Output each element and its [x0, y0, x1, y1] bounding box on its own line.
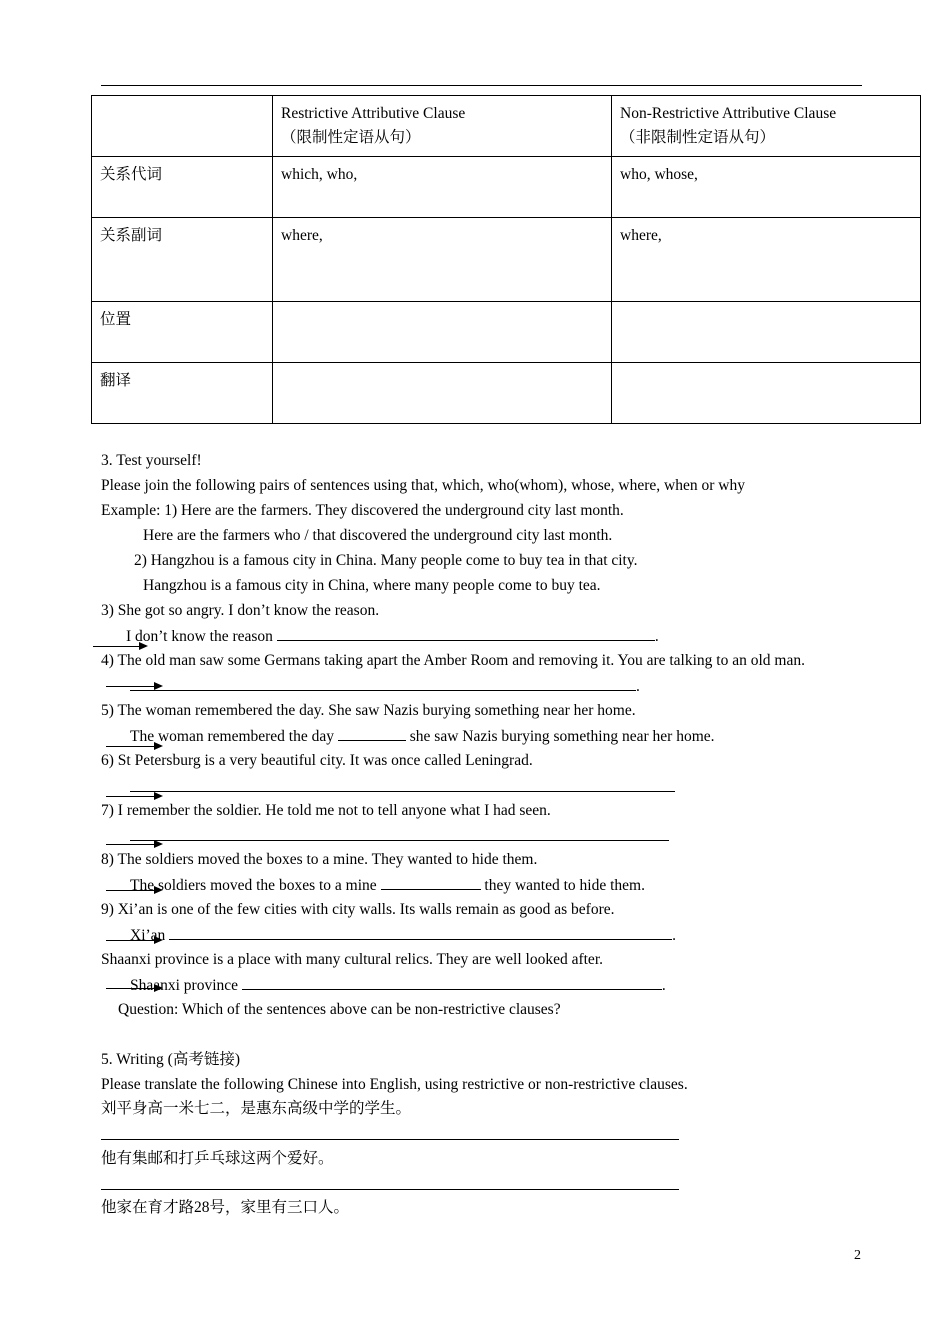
arrow-icon	[106, 796, 161, 797]
answer-blank[interactable]	[381, 875, 481, 890]
non-restrictive-header-cell	[612, 96, 921, 157]
q3-prompt: I don’t know the reason	[126, 628, 273, 645]
answer-blank[interactable]	[101, 1189, 679, 1190]
example-2-answer: Hangzhou is a famous city in China, where many people come to buy tea.	[143, 577, 601, 594]
period: .	[654, 628, 659, 645]
restrictive-cell: which, who,	[273, 157, 612, 218]
question-10: Shaanxi province is a place with many cultural relics. They are well looked after.	[101, 951, 603, 968]
q5-prompt-a: The woman remembered the day	[130, 728, 334, 745]
table-header-row	[92, 96, 921, 157]
non-restrictive-header-en: Non-Restrictive Attributive Clause	[620, 105, 837, 122]
q10-prompt: Shaanxi province	[130, 977, 239, 994]
answer-blank[interactable]	[277, 626, 655, 641]
example-1-answer: Here are the farmers who / that discovered the underground city last month.	[143, 527, 613, 544]
answer-blank[interactable]	[242, 975, 662, 990]
question-4-answer-line	[130, 676, 640, 697]
answer-blank[interactable]	[130, 676, 636, 691]
clause-comparison-table	[91, 95, 921, 424]
q8-prompt-b: they wanted to hide them.	[484, 877, 645, 894]
section3-instruction: Please join the following pairs of sentences using that, which, who(whom), whose, where, when or why	[101, 477, 745, 494]
section5-title: 5. Writing (高考链接)	[101, 1051, 241, 1068]
translation-sentence: 刘平身高一米七二，是惠东高级中学的学生。	[101, 1100, 412, 1117]
restrictive-cell: where,	[273, 218, 612, 302]
section5-instruction: Please translate the following Chinese into English, using restrictive or non-restrictive clauses.	[101, 1076, 688, 1093]
non-restrictive-cell	[612, 363, 921, 424]
period: .	[636, 678, 640, 695]
translation-sentence: 他家在育才路28号，家里有三口人。	[101, 1199, 350, 1216]
period: .	[661, 977, 666, 994]
section3-title: 3. Test yourself!	[101, 452, 202, 469]
question-5-answer-line	[130, 726, 715, 747]
translation-sentence: 他有集邮和打乒乓球这两个爱好。	[101, 1150, 334, 1167]
non-restrictive-cell: where,	[612, 218, 921, 302]
restrictive-cell	[273, 302, 612, 363]
row-label: 关系代词	[92, 157, 273, 218]
non-restrictive-cell	[612, 302, 921, 363]
answer-blank[interactable]	[130, 791, 675, 792]
answer-blank[interactable]	[169, 925, 672, 940]
q5-prompt-b: she saw Nazis burying something near her home.	[409, 728, 715, 745]
answer-blank[interactable]	[101, 1139, 679, 1140]
period: .	[672, 927, 677, 944]
q9-prompt: Xi’an	[130, 927, 166, 944]
non-restrictive-header-cn: （非限制性定语从句）	[620, 129, 776, 146]
question-3: 3) She got so angry. I don’t know the reason.	[101, 602, 380, 619]
section3-question: Question: Which of the sentences above can be non-restrictive clauses?	[118, 1001, 561, 1018]
restrictive-header-cell	[273, 96, 612, 157]
question-10-answer-line	[130, 975, 666, 996]
question-6: 6) St Petersburg is a very beautiful city. It was once called Leningrad.	[101, 752, 533, 769]
restrictive-header-cn: （限制性定语从句）	[281, 129, 421, 146]
restrictive-header-en: Restrictive Attributive Clause	[281, 105, 466, 122]
question-4: 4) The old man saw some Germans taking apart the Amber Room and removing it. You are talking to an old man.	[101, 652, 805, 669]
page-number: 2	[854, 1248, 861, 1263]
question-9-answer-line	[130, 925, 676, 946]
question-8: 8) The soldiers moved the boxes to a mine. They wanted to hide them.	[101, 851, 538, 868]
non-restrictive-cell: who, whose,	[612, 157, 921, 218]
row-label: 翻译	[92, 363, 273, 424]
answer-blank[interactable]	[338, 726, 406, 741]
header-rule	[101, 85, 862, 86]
table-row	[92, 157, 921, 218]
table-row	[92, 363, 921, 424]
question-7: 7) I remember the soldier. He told me not to tell anyone what I had seen.	[101, 802, 551, 819]
row-label: 关系副词	[92, 218, 273, 302]
restrictive-cell	[273, 363, 612, 424]
answer-blank[interactable]	[130, 840, 669, 841]
example-2: 2) Hangzhou is a famous city in China. Many people come to buy tea in that city.	[134, 552, 638, 569]
question-3-answer-line	[126, 626, 659, 647]
q8-prompt-a: The soldiers moved the boxes to a mine	[130, 877, 377, 894]
question-9: 9) Xi’an is one of the few cities with city walls. Its walls remain as good as before.	[101, 901, 615, 918]
table-corner-cell	[92, 96, 273, 157]
arrow-icon	[106, 844, 161, 845]
example-1: Example: 1) Here are the farmers. They discovered the underground city last month.	[101, 502, 624, 519]
row-label: 位置	[92, 302, 273, 363]
table-row	[92, 302, 921, 363]
table-row	[92, 218, 921, 302]
question-5: 5) The woman remembered the day. She saw Nazis burying something near her home.	[101, 702, 636, 719]
question-8-answer-line	[130, 875, 645, 896]
